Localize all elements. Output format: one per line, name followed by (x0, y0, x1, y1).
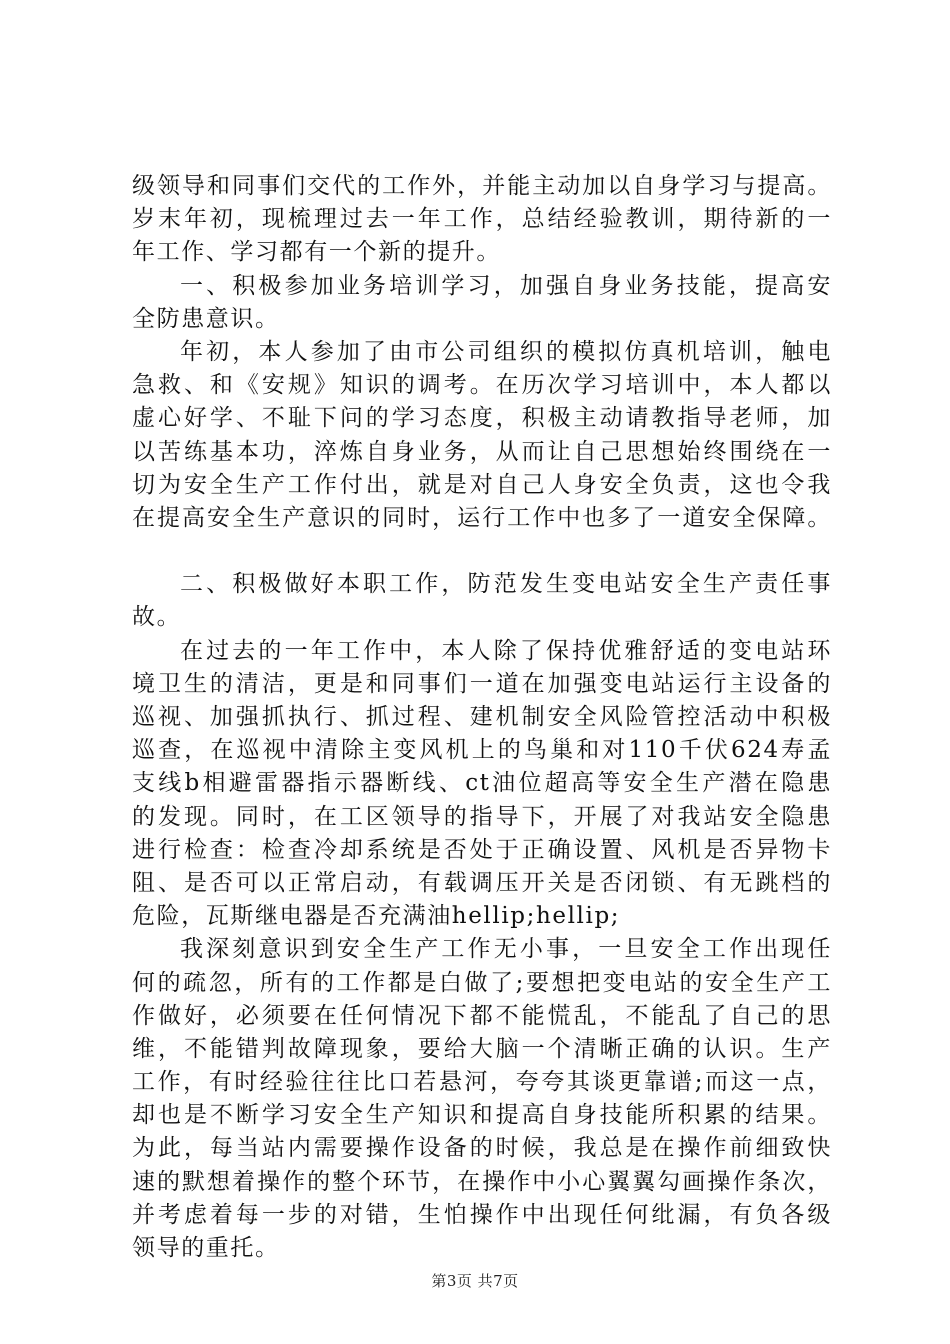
section-heading-2: 二、积极做好本职工作，防范发生变电站安全生产责任事 (180, 571, 832, 598)
text-line: 速的默想着操作的整个环节，在操作中小心翼翼勾画操作条次， (132, 1168, 832, 1195)
text-line: 在过去的一年工作中，本人除了保持优雅舒适的变电站环 (180, 637, 832, 664)
text-line: 并考虑着每一步的对错，生怕操作中出现任何纰漏，有负各级 (132, 1201, 832, 1228)
section-heading-2-cont: 故。 (132, 604, 182, 631)
text-line: 切为安全生产工作付出，就是对自己人身安全负责，这也令我 (132, 471, 832, 498)
text-line: 维，不能错判故障现象，要给大脑一个清晰正确的认识。生产 (132, 1035, 832, 1062)
text-line: 为此，每当站内需要操作设备的时候，我总是在操作前细致快 (132, 1135, 832, 1162)
text-line: 我深刻意识到安全生产工作无小事，一旦安全工作出现任 (180, 936, 832, 963)
text-line: 危险，瓦斯继电器是否充满油hellip;hellip; (132, 903, 621, 930)
text-line: 级领导和同事们交代的工作外，并能主动加以自身学习与提高。 (132, 173, 832, 199)
text-line: 虚心好学、不耻下问的学习态度，积极主动请教指导老师，加 (132, 405, 832, 432)
text-line: 作做好，必须要在任何情况下都不能慌乱，不能乱了自己的思 (132, 1002, 832, 1029)
text-line: 的发现。同时，在工区领导的指导下，开展了对我站安全隐患 (132, 803, 832, 830)
text-line: 支线b相避雷器指示器断线、ct油位超高等安全生产潜在隐患 (132, 770, 832, 797)
text-line: 工作，有时经验往往比口若悬河，夸夸其谈更靠谱;而这一点， (132, 1069, 832, 1096)
text-line: 境卫生的清洁，更是和同事们一道在加强变电站运行主设备的 (132, 670, 832, 697)
text-line: 以苦练基本功，淬炼自身业务，从而让自己思想始终围绕在一 (132, 438, 832, 465)
text-line: 却也是不断学习安全生产知识和提高自身技能所积累的结果。 (132, 1102, 832, 1129)
text-line: 巡查，在巡视中清除主变风机上的鸟巢和对110千伏624寿孟 (132, 737, 832, 764)
document-body (132, 170, 832, 1265)
text-line: 何的疏忽，所有的工作都是白做了;要想把变电站的安全生产工 (132, 969, 832, 996)
paragraph-gap (132, 535, 832, 568)
text-line: 年工作、学习都有一个新的提升。 (132, 239, 501, 266)
text-line: 在提高安全生产意识的同时，运行工作中也多了一道安全保障。 (132, 504, 832, 531)
text-line: 年初，本人参加了由市公司组织的模拟仿真机培训，触电 (180, 338, 832, 365)
page-footer: 第3页 共7页 (431, 1272, 519, 1290)
text-line: 岁末年初，现梳理过去一年工作，总结经验教训，期待新的一 (132, 206, 832, 233)
section-heading-1-cont: 全防患意识。 (132, 305, 280, 332)
section-heading-1: 一、积极参加业务培训学习，加强自身业务技能，提高安 (180, 272, 832, 299)
text-line: 巡视、加强抓执行、抓过程、建机制安全风险管控活动中积极 (132, 704, 832, 730)
text-line: 阻、是否可以正常启动，有载调压开关是否闭锁、有无跳档的 (132, 869, 832, 896)
text-line: 领导的重托。 (132, 1235, 280, 1261)
text-line: 急救、和《安规》知识的调考。在历次学习培训中，本人都以 (132, 372, 832, 399)
text-line: 进行检查：检查冷却系统是否处于正确设置、风机是否异物卡 (132, 836, 832, 863)
